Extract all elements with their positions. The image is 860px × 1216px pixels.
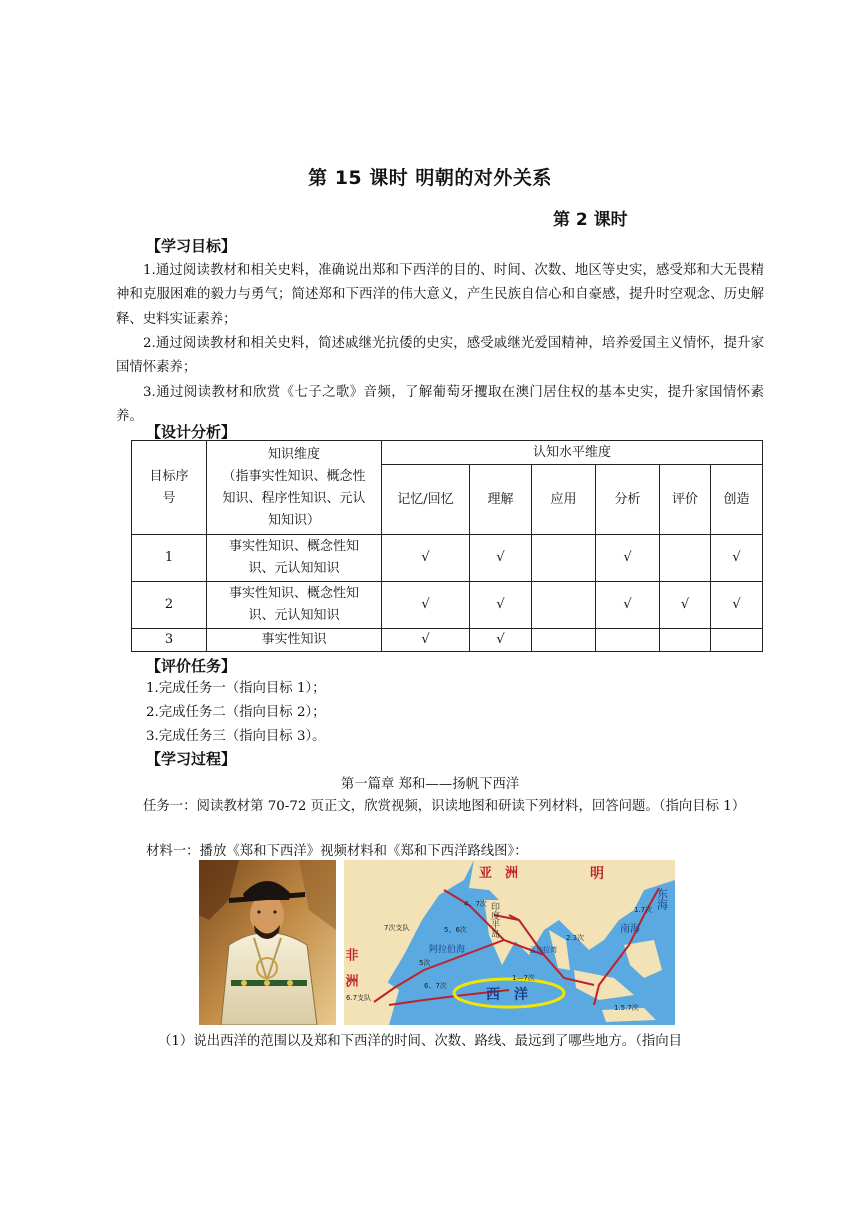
- map-leg-label: 6.7支队: [346, 994, 372, 1002]
- task-one-text: 任务一：阅读教材第 70-72 页正文，欣赏视频，识读地图和研读下列材料，回答问题。（指向目标 1）: [143, 799, 746, 814]
- map-leg-label: 1.7次: [634, 906, 653, 914]
- check-cell: [532, 535, 596, 582]
- row-goal-id: 2: [132, 582, 207, 629]
- map-leg-label: 4、7次: [464, 900, 487, 908]
- check-cell: √: [596, 535, 660, 582]
- check-cell: √: [711, 535, 763, 582]
- check-cell: [660, 629, 711, 652]
- goal-item-3: 3.通过阅读教材和欣赏《七子之歌》音频，了解葡萄牙攫取在澳门居住权的基本史实，提升家国情怀素养。: [116, 385, 764, 425]
- check-cell: √: [711, 582, 763, 629]
- map-label-xiyang: 西 洋: [486, 987, 528, 1003]
- check-cell: √: [382, 629, 470, 652]
- process-heading: 【学习过程】: [146, 750, 237, 768]
- level-evaluate: 评价: [660, 465, 711, 535]
- map-leg-label: 1.5.7次: [614, 1004, 639, 1012]
- row-goal-id: 3: [132, 629, 207, 652]
- check-cell: √: [470, 629, 532, 652]
- map-label-ming: 明: [590, 866, 604, 882]
- check-cell: √: [382, 535, 470, 582]
- map-label-asia: 亚 洲: [479, 866, 519, 881]
- map-label-arabian-sea: 阿拉伯海: [429, 945, 466, 955]
- map-label-south-sea: 南海: [620, 924, 640, 935]
- map-label-africa: 非 洲: [344, 948, 358, 987]
- map-label-india: 印度半岛: [489, 902, 499, 938]
- map-leg-label: 1—7次: [512, 974, 535, 982]
- header-goal-number: 目标序号: [132, 441, 207, 535]
- level-recall: 记忆/回忆: [382, 465, 470, 535]
- goal-item-2: 2.通过阅读教材和相关史料，简述戚继光抗倭的史实，感受戚继光爱国精神，培养爱国主义情怀，提升家国情怀素养；: [116, 336, 764, 376]
- design-analysis-heading: 【设计分析】: [146, 423, 237, 441]
- check-cell: √: [470, 582, 532, 629]
- map-leg-label: 5、6次: [444, 926, 467, 934]
- lesson-title: 第 15 课时 明朝的对外关系: [308, 167, 552, 189]
- design-analysis-table: [131, 440, 763, 652]
- table-row: [132, 582, 763, 629]
- check-cell: √: [382, 582, 470, 629]
- map-label-bengal: 孟加拉湾: [529, 946, 557, 954]
- check-cell: √: [596, 582, 660, 629]
- row-knowledge: 事实性知识、概念性知识、元认知知识: [207, 582, 382, 629]
- evaluation-heading: 【评价任务】: [146, 657, 237, 675]
- learning-goals-heading: 【学习目标】: [146, 237, 237, 255]
- row-knowledge: 事实性知识、概念性知识、元认知知识: [207, 535, 382, 582]
- check-cell: √: [470, 535, 532, 582]
- map-leg-label: 2.3次: [566, 934, 585, 942]
- check-cell: [532, 582, 596, 629]
- level-create: 创造: [711, 465, 763, 535]
- goal-item-1: 1.通过阅读教材和相关史料，准确说出郑和下西洋的目的、时间、次数、地区等史实，感受郑和大无畏精神和克服困难的毅力与勇气；简述郑和下西洋的伟大意义，产生民族自信心和自豪感，提升时空观念、历史解释、史料实证素养；: [116, 263, 764, 327]
- evaluation-item-3: 3.完成任务三（指向目标 3）。: [146, 729, 326, 744]
- row-knowledge: 事实性知识: [207, 629, 382, 652]
- evaluation-item-1: 1.完成任务一（指向目标 1）；: [146, 681, 326, 696]
- chapter-title: 第一篇章 郑和——扬帆下西洋: [340, 777, 520, 792]
- check-cell: √: [660, 582, 711, 629]
- row-goal-id: 1: [132, 535, 207, 582]
- check-cell: [532, 629, 596, 652]
- map-leg-label: 7次支队: [384, 924, 410, 932]
- check-cell: [596, 629, 660, 652]
- header-knowledge-dimension: 知识维度 （指事实性知识、概念性知识、程序性知识、元认知知识）: [207, 441, 382, 535]
- level-analyze: 分析: [596, 465, 660, 535]
- lesson-subtitle: 第 2 课时: [553, 210, 628, 230]
- check-cell: [711, 629, 763, 652]
- header-cognitive-dimension: 认知水平维度: [382, 441, 763, 465]
- check-cell: [660, 535, 711, 582]
- map-leg-label: 5次: [419, 959, 431, 967]
- level-understand: 理解: [470, 465, 532, 535]
- map-label-east-sea: 东海: [655, 888, 669, 910]
- map-leg-label: 6、7次: [424, 982, 447, 990]
- table-row: [132, 629, 763, 652]
- table-row: [132, 535, 763, 582]
- zheng-he-portrait: [199, 860, 336, 1025]
- level-apply: 应用: [532, 465, 596, 535]
- voyage-route-map: [344, 860, 675, 1025]
- material-one-text: 材料一：播放《郑和下西洋》视频材料和《郑和下西洋路线图》：: [146, 844, 528, 859]
- evaluation-item-2: 2.完成任务二（指向目标 2）；: [146, 705, 326, 720]
- question-one-text: （1）说出西洋的范围以及郑和下西洋的时间、次数、路线、最远到了哪些地方。（指向目: [158, 1034, 683, 1049]
